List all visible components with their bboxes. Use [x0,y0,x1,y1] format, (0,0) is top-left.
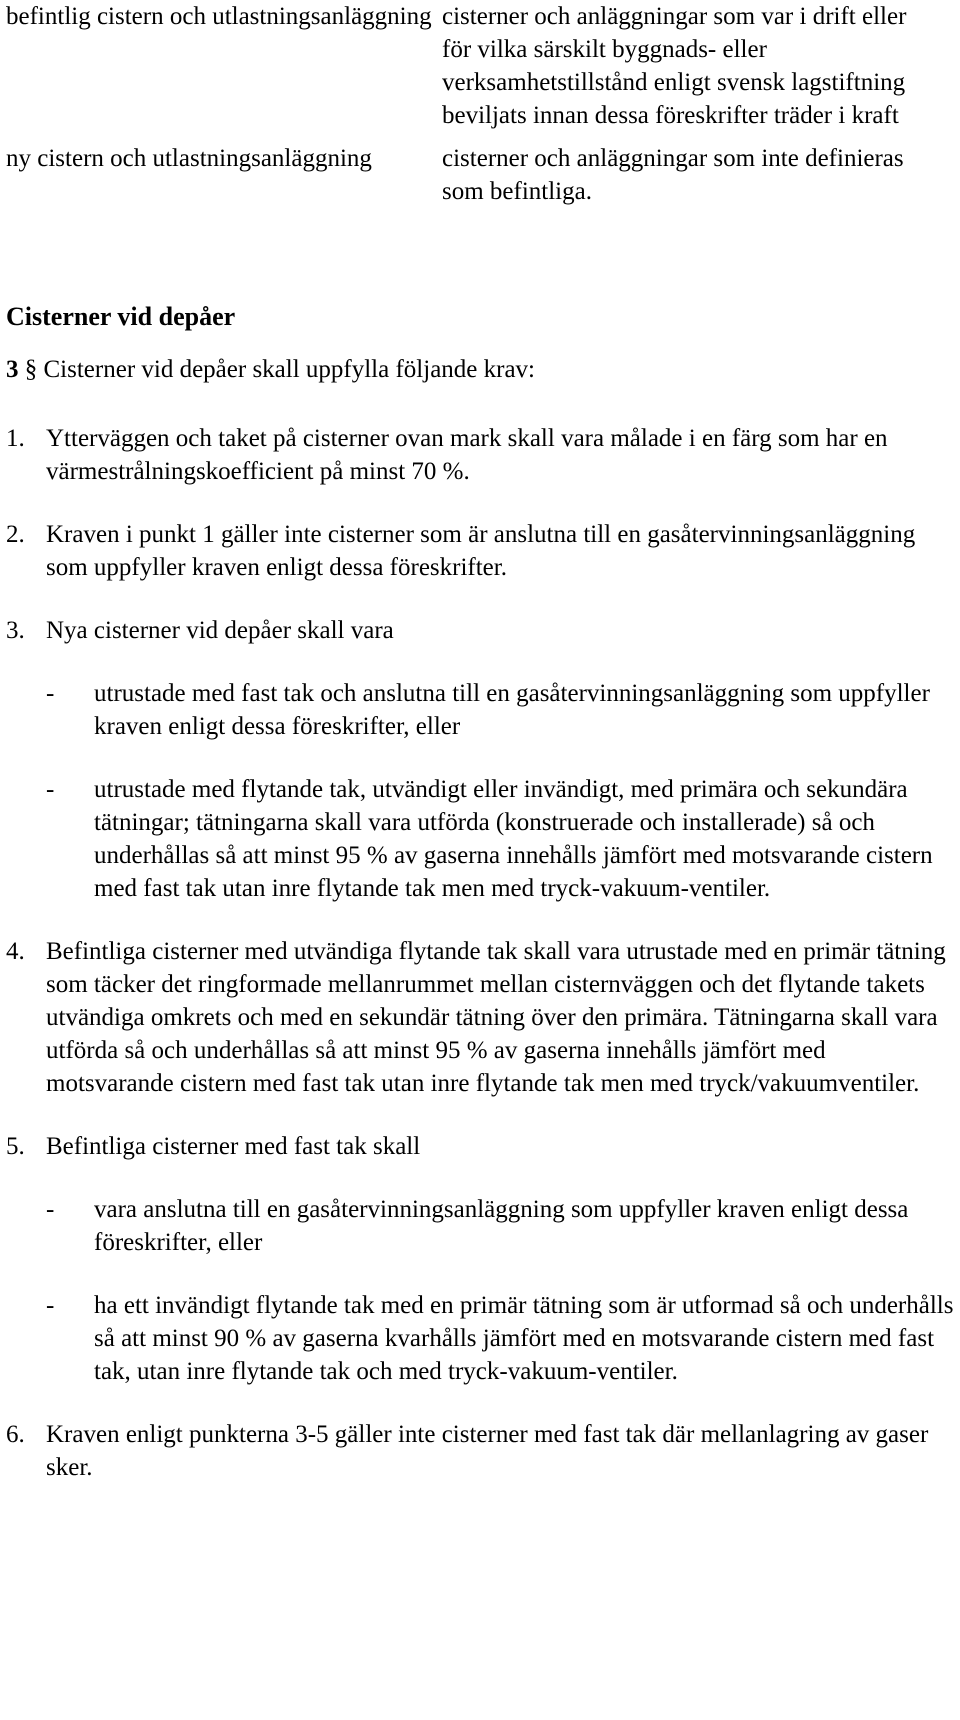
item-text: Nya cisterner vid depåer skall vara [46,617,394,644]
list-item [6,935,956,1100]
definition-term: ny cistern och utlastningsanläggning [6,145,372,172]
item-text: Kraven enligt punkterna 3-5 gäller inte cisterner med fast tak där mellanlagring av gaser sker. [46,1421,929,1481]
item-text: Kraven i punkt 1 gäller inte cisterner som är anslutna till en gasåtervinningsanläggning som uppfyller kraven enligt dessa föreskrifter. [46,521,916,581]
list-item [6,1130,956,1163]
item-number: 5. [6,1133,25,1160]
paragraph-text: Cisterner vid depåer skall uppfylla följande krav: [43,356,536,383]
item-number: 2. [6,521,25,548]
list-item [6,422,956,488]
section-heading: Cisterner vid depåer [6,302,236,331]
sub-item [6,1193,956,1259]
requirements-list [6,422,956,1514]
sub-item-text: utrustade med flytande tak, utvändigt eller invändigt, med primära och sekundära tätningar; tätningarna skall vara utförda (konstruerade och installerade) så och underhållas så att minst 95 % av gaserna innehålls jämfört med motsvarande cistern med fast tak utan inre flytande tak men med tryck-vakuum-ventiler. [94,776,933,902]
sub-item [6,773,956,905]
item-number: 1. [6,425,25,452]
list-item [6,518,956,584]
definition-row [6,142,956,208]
definition-text: cisterner och anläggningar som inte definieras som befintliga. [442,145,904,205]
sub-item-dash: - [46,776,55,803]
list-item [6,1418,956,1484]
paragraph-intro [6,353,535,386]
paragraph-number: 3 [6,356,19,383]
list-item [6,614,956,647]
definitions-table [6,0,956,218]
item-number: 4. [6,938,25,965]
definition-text: cisterner och anläggningar som var i drift eller för vilka särskilt byggnads- eller verksamhetstillstånd enligt svensk lagstiftning beviljats innan dessa föreskrifter träder i kraft [442,3,907,129]
sub-item-text: ha ett invändigt flytande tak med en primär tätning som är utformad så och underhålls så att minst 90 % av gaserna kvarhålls jämfört med en motsvarande cistern med fast tak, utan inre flytande tak och med tryck-vakuum-ventiler. [94,1292,954,1385]
sub-item-dash: - [46,1292,55,1319]
sub-item-dash: - [46,1196,55,1223]
item-number: 6. [6,1421,25,1448]
item-text: Befintliga cisterner med utvändiga flytande tak skall vara utrustade med en primär tätning som täcker det ringformade mellanrummet mellan cisternväggen och det flytande takets utvändiga omkrets och med en sekundär tätning över den primära. Tätningarna skall vara utförda så och underhållas så att minst 95 % av gaserna innehålls jämfört med motsvarande cistern med fast tak utan inre flytande tak men med tryck/vakuumventiler. [46,938,946,1097]
definition-row [6,0,956,132]
sub-item [6,1289,956,1388]
item-text: Ytterväggen och taket på cisterner ovan mark skall vara målade i en färg som har en värmestrålningskoefficient på minst 70 %. [46,425,888,485]
sub-item [6,677,956,743]
paragraph-symbol: § [24,356,38,383]
sub-item-text: utrustade med fast tak och anslutna till en gasåtervinningsanläggning som uppfyller kraven enligt dessa föreskrifter, eller [94,680,930,740]
item-text: Befintliga cisterner med fast tak skall [46,1133,421,1160]
sub-item-text: vara anslutna till en gasåtervinningsanläggning som uppfyller kraven enligt dessa föreskrifter, eller [94,1196,909,1256]
sub-item-dash: - [46,680,55,707]
item-number: 3. [6,617,25,644]
definition-term: befintlig cistern och utlastningsanläggning [6,3,432,30]
